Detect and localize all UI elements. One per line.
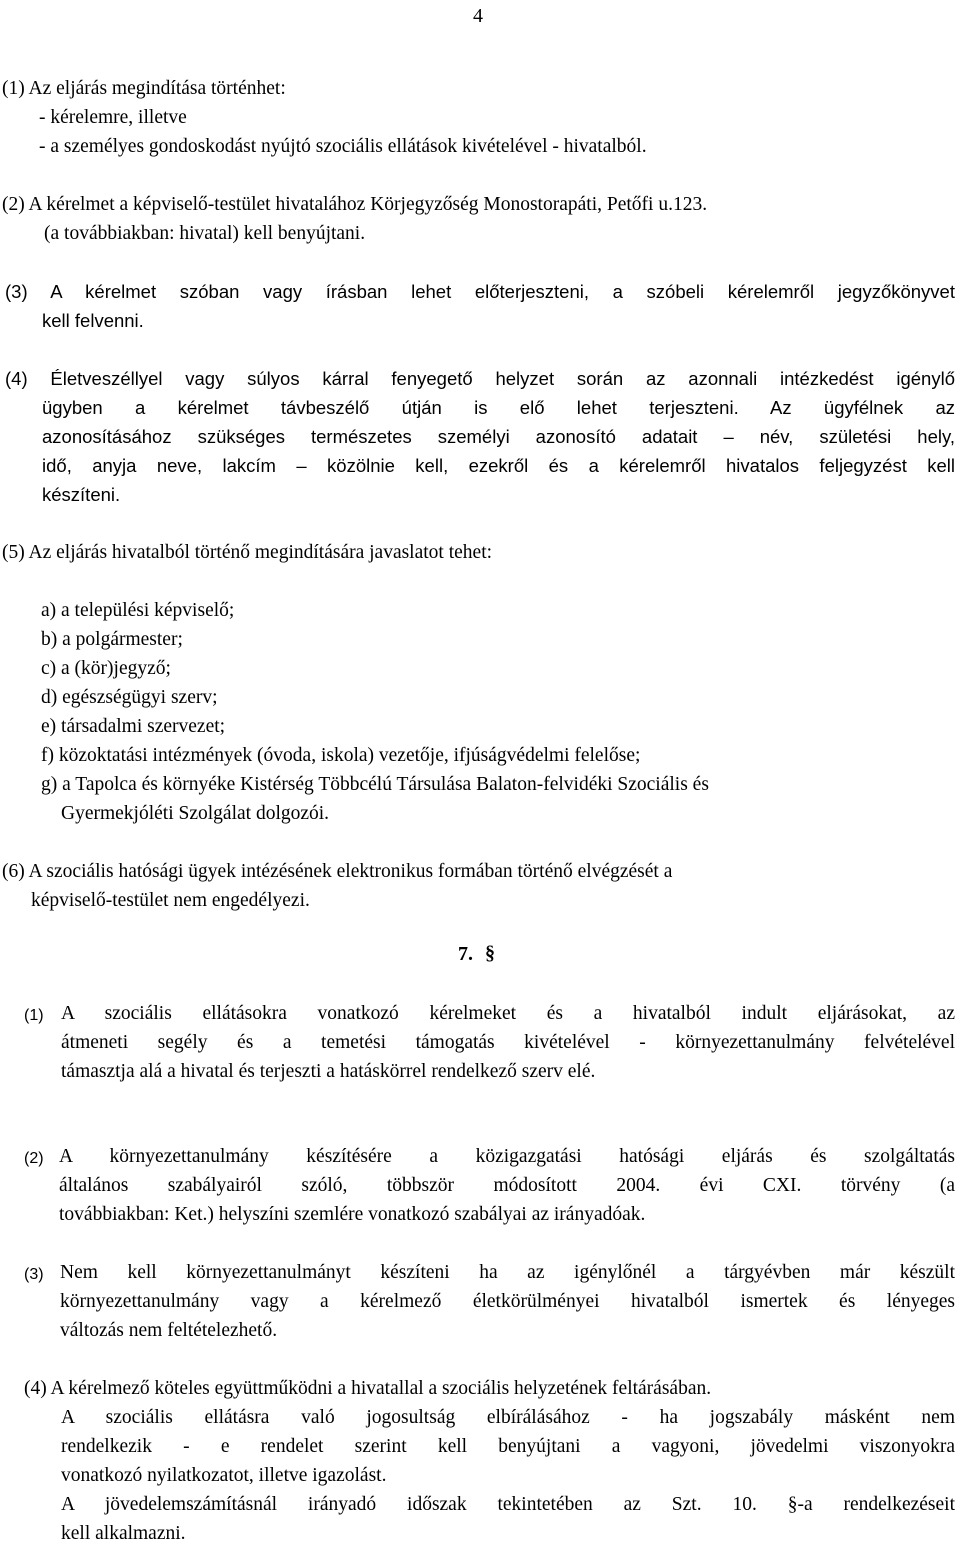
s6-p4-line2: ügyben a kérelmet távbeszélő útján is elő lehet terjeszteni. Az ügyfélnek az [42,397,955,418]
section-sign-icon [485,943,496,963]
s7-p4-line4: vonatkozó nyilatkozatot, illetve igazolást. [61,1465,387,1486]
s7-p1-number: (1) [24,1007,44,1024]
s6-p4-line5: készíteni. [42,484,121,505]
s6-p3-line2: kell felvenni. [42,310,144,331]
s7-p2-line3: továbbiakban: Ket.) helyszíni szemlére vonatkozó szabályai az irányadóak. [59,1204,646,1225]
s6-p1-line3: - a személyes gondoskodást nyújtó szociális ellátások kivételével - hivatalból. [39,136,647,157]
s6-p5-item-e: e) társadalmi szervezet; [41,716,226,737]
s6-p4-line1: (4) Életveszéllyel vagy súlyos kárral fenyegető helyzet során az azonnali intézkedést igénylő [5,368,955,389]
s7-p3-line3: változás nem feltételezhető. [60,1320,278,1341]
s7-p2-line1: A környezettanulmány készítésére a közigazgatási hatósági eljárás és szolgáltatás [59,1146,955,1167]
page-number: 4 [473,5,483,27]
s6-p5-intro: (5) Az eljárás hivatalból történő megindítására javaslatot tehet: [2,542,493,563]
s7-p2-number: (2) [24,1150,44,1167]
s6-p5-item-f: f) közoktatási intézmények (óvoda, iskola) vezetője, ifjúságvédelmi felelőse; [41,745,641,766]
s6-p4-line4: idő, anyja neve, lakcím – közölnie kell, ezekről és a kérelemről hivatalos feljegyzést kell [42,455,955,476]
s7-p2-line2: általános szabályairól szóló, többször módosított 2004. évi CXI. törvény (a [59,1175,955,1196]
s6-p5-item-a: a) a települési képviselő; [41,600,235,621]
s6-p5-item-d: d) egészségügyi szerv; [41,687,218,708]
section-heading [458,940,496,969]
s7-p4-line5: A jövedelemszámításnál irányadó időszak tekintetében az Szt. 10. §-a rendelkezéseit [61,1494,955,1515]
s7-p1-line3: támasztja alá a hivatal és terjeszti a hatáskörrel rendelkező szerv elé. [61,1061,596,1082]
s7-p1-line2: átmeneti segély és a temetési támogatás kivételével - környezettanulmány felvételével [61,1032,955,1053]
s7-p3-line1: Nem kell környezettanulmányt készíteni ha az igénylőnél a tárgyévben már készült [60,1262,955,1283]
s6-p5-item-g-cont: Gyermekjóléti Szolgálat dolgozói. [61,803,330,824]
s7-p4-line2: A szociális ellátásra való jogosultság elbírálásához - ha jogszabály másként nem [61,1407,955,1428]
svg-text:§: § [485,943,495,963]
section-number: 7. [458,943,473,965]
s6-p2-line2: (a továbbiakban: hivatal) kell benyújtani. [44,223,366,244]
s7-p4-line6: kell alkalmazni. [61,1523,186,1544]
s7-p1-line1: A szociális ellátásokra vonatkozó kérelmeket és a hivatalból indult eljárásokat, az [61,1003,955,1024]
s7-p3-line2: környezettanulmány vagy a kérelmező életkörülményei hivatalból ismertek és lényeges [60,1291,955,1312]
s6-p5-item-c: c) a (kör)jegyző; [41,658,171,679]
s6-p1-line2: - kérelemre, illetve [39,107,187,128]
s6-p4-line3: azonosításához szükséges természetes személyi azonosító adatait – név, születési hely, [42,426,955,447]
s6-p1-line1: (1) Az eljárás megindítása történhet: [2,78,286,99]
s7-p4-line3: rendelkezik - e rendelet szerint kell benyújtani a vagyoni, jövedelmi viszonyokra [61,1436,955,1457]
s7-p3-number: (3) [24,1266,44,1283]
s6-p6-line1: (6) A szociális hatósági ügyek intézésének elektronikus formában történő elvégzését a [2,861,673,882]
s7-p4-line1: (4) A kérelmező köteles együttműködni a hivatallal a szociális helyzetének feltárásában. [24,1378,712,1399]
s6-p5-item-b: b) a polgármester; [41,629,183,650]
s6-p5-item-g: g) a Tapolca és környéke Kistérség Többcélú Társulása Balaton-felvidéki Szociális és [41,774,709,795]
s6-p6-line2: képviselő-testület nem engedélyezi. [31,890,310,911]
s6-p2-line1: (2) A kérelmet a képviselő-testület hivatalához Körjegyzőség Monostorapáti, Petőfi u.123. [2,194,708,215]
s6-p3-line1: (3) A kérelmet szóban vagy írásban lehet előterjeszteni, a szóbeli kérelemről jegyzőkönyvet [5,281,955,302]
